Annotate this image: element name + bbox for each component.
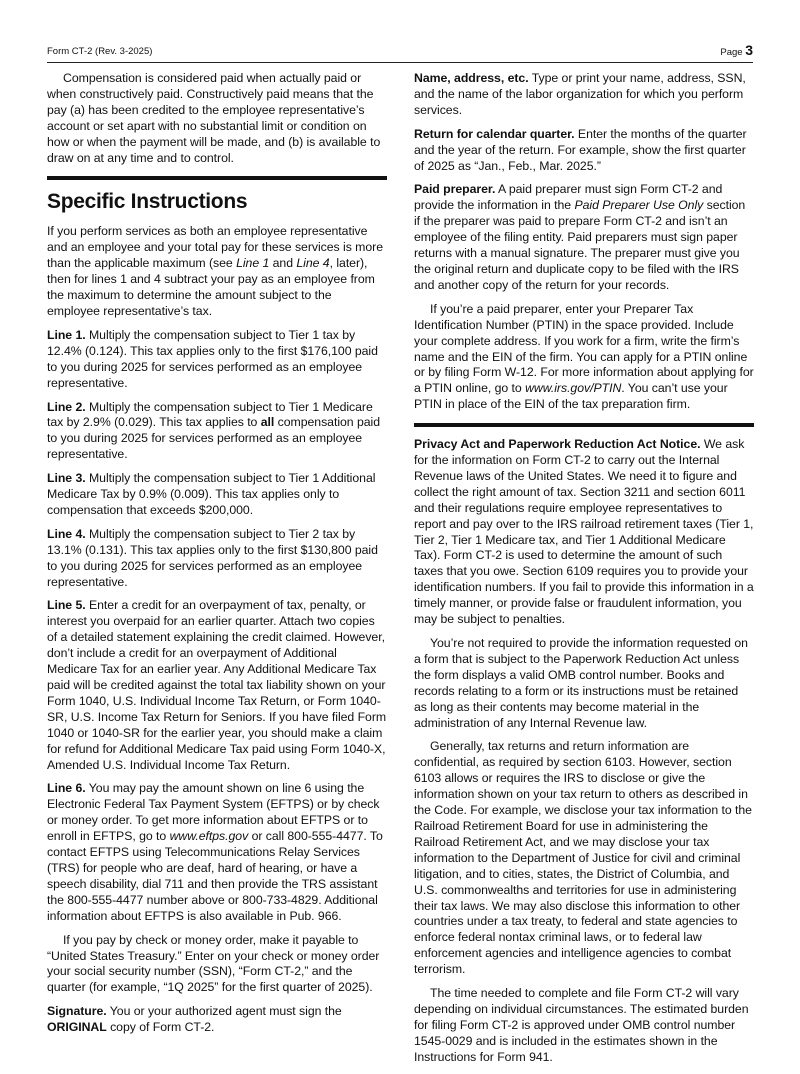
right-column [414, 71, 754, 1074]
section-heading: Specific Instructions [47, 190, 248, 214]
italic-text: www.eftps.gov [169, 829, 249, 844]
text-run: You may pay the amount shown on line 6 using the Electronic Federal Tax Payment System (EFTPS) or by check or money order. To get more information about EFTPS or to enroll in EFTPS, go to [47, 781, 380, 844]
paragraph [47, 328, 387, 392]
page-number [720, 42, 753, 58]
italic-text: Paid Preparer Use Only [574, 198, 704, 213]
text-run: Multiply the compensation subject to Tier 1 Medicare tax by 2.9% (0.029). This tax applies to [47, 399, 373, 430]
text-run: Multiply the compensation subject to Tier 1 Additional Medicare Tax by 0.9% (0.009). This tax applies only to compensation that exceeds $200,000. [47, 471, 376, 517]
text-run: If you’re a paid preparer, enter your Preparer Tax Identification Number (PTIN) in the space provided. Include your complete address. If you work for a firm, write the firm’s name and the EIN of the firm. You can apply for a PTIN online or by filing Form W-12. For more information about applying for a PTIN online, go to [414, 301, 754, 396]
section-divider [47, 176, 387, 180]
paragraph [47, 471, 387, 519]
italic-text: Line 4 [296, 256, 330, 271]
text-run: Multiply the compensation subject to Tier 1 tax by 12.4% (0.124). This tax applies only to the first $176,100 paid to you during 2025 for services performed as an employee representative. [47, 327, 378, 390]
bold-text: Paid preparer. [414, 182, 496, 197]
bold-text: Signature. [47, 1004, 107, 1019]
bold-text: ORIGINAL [47, 1020, 107, 1035]
paragraph [414, 986, 754, 1066]
paragraph [414, 127, 754, 175]
text-run: Multiply the compensation subject to Tier 2 tax by 13.1% (0.131). This tax applies only to the first $130,800 paid to you during 2025 for services performed as an employee representative. [47, 526, 378, 589]
bold-text: Privacy Act and Paperwork Reduction Act Notice. [414, 437, 701, 452]
paragraph [47, 400, 387, 464]
text-run: , later), then for lines 1 and 4 subtract your pay as an employee from the maximum to determine the amount subject to the employee representative’s tax. [47, 256, 375, 318]
text-run: The time needed to complete and file Form CT-2 will vary depending on individual circumstances. The estimated burden for filing Form CT-2 is approved under OMB control number 1545-0029 and is included in the estimates shown in the Instructions for Form 941. [414, 986, 749, 1064]
left-column [47, 71, 387, 1044]
paragraph [47, 781, 387, 924]
italic-text: Line 1 [236, 256, 270, 271]
bold-text: Name, address, etc. [414, 71, 529, 85]
text-run: copy of Form CT-2. [106, 1020, 215, 1035]
text-run: You or your authorized agent must sign the [106, 1004, 342, 1019]
text-run: A paid preparer must sign Form CT-2 and provide the information in the [414, 182, 723, 213]
italic-text: www.irs.gov/PTIN [525, 381, 622, 396]
bold-text: all [260, 415, 275, 430]
text-run: Enter the months of the quarter and the year of the return. For example, show the first quarter of 2025 as “Jan., Feb., Mar. 2025.” [414, 126, 747, 173]
text-run: section if the preparer was paid to prepare Form CT-2 and isn’t an employee of the filing entity. Paid preparers must sign paper returns with a manual signature. The preparer must give you the original return and duplicate copy to be filed with the IRS and another copy of the return for your records. [414, 198, 746, 292]
bold-text: Line 6. [47, 781, 86, 796]
paragraph [47, 933, 387, 997]
text-run: or call 800-555-4477. To contact EFTPS using Telecommunications Relay Services (TRS) for people who are deaf, hard of hearing, or have a speech disability, dial 711 and then provide the TRS assistant the 800-555-4477 number above or 800-733-4829. Additional information about EFTPS is also available in Pub. 966. [47, 829, 383, 923]
bold-text: Return for calendar quarter. [414, 126, 575, 141]
paragraph [47, 598, 387, 773]
text-run: If you pay by check or money order, make it payable to “United States Treasury.” Enter on your check or money order your social security number (SSN), “Form CT-2,” and the quarter (for example, “1Q 2025” for the first quarter of 2025). [47, 932, 380, 995]
paragraph [414, 739, 754, 978]
page-label: Page [720, 47, 746, 58]
text-run: Type or print your name, address, SSN, and the name of the labor organization for which you perform services. [414, 71, 746, 117]
text-run: Enter a credit for an overpayment of tax, penalty, or interest you overpaid for an earlier quarter. Attach two copies of a detailed statement explaining the credit claimed. However, don’t include a credit for an overpayment of Additional Medicare Tax for an earlier year. Any Additional Medicare Tax paid will be credited against the total tax liability shown on your Form 1040, U.S. Individual Income Tax Return, or Form 1040-SR, U.S. Income Tax Return for Seniors. If you have filed Form 1040 or 1040-SR for the earlier year, you should make a claim for refund for Additional Medicare Tax paid using Form 1040-X, Amended U.S. Individual Income Tax Return. [47, 598, 387, 772]
text-run: If you perform services as both an employee representative and an employee and your total pay for these services is more than the applicable maximum (see [47, 224, 383, 271]
paragraph [414, 302, 754, 413]
form-identifier: Form CT-2 (Rev. 3-2025) [47, 46, 153, 57]
paragraph [47, 224, 387, 319]
bold-text: Line 2. [47, 399, 86, 414]
text-run: We ask for the information on Form CT-2 to carry out the Internal Revenue laws of the United States. We need it to figure and collect the right amount of tax. Section 3211 and section 6011 and their regulations require employee representatives to report and pay over to the IRS railroad retirement taxes (Tier 1, Tier 2, Tier 1 Medicare tax, and Tier 1 Additional Medicare Tax). Form CT-2 is used to determine the amount of such taxes that you owe. Section 6109 requires you to provide your identification numbers. If you fail to provide this information in a timely manner, or provide false or fraudulent information, you may be subject to penalties. [414, 437, 754, 627]
text-run: Generally, tax returns and return information are confidential, as required by section 6103. However, section 6103 allows or requires the IRS to disclose or give the information shown on your tax return to others as described in the Code. For example, we disclose your tax information to the Railroad Retirement Board for use in administering the Railroad Retirement Act, and we may disclose your tax information to the Department of Justice for civil and criminal litigation, and to cities, states, the District of Columbia, and U.S. commonwealths and territories for use in administering their tax laws. We may also disclose this information to other countries under a tax treaty, to federal and state agencies to enforce federal nontax criminal laws, or to federal law enforcement agencies and intelligence agencies to combat terrorism. [414, 739, 752, 977]
bold-text: Line 3. [47, 471, 86, 486]
text-run: . You can’t use your PTIN in place of the EIN of the tax preparation firm. [414, 381, 728, 412]
bold-text: Line 5. [47, 598, 86, 613]
page-number-value: 3 [745, 42, 753, 58]
text-run: compensation paid to you during 2025 for services performed as an employee representative. [47, 415, 380, 462]
text-run: and [269, 256, 297, 271]
paragraph [414, 437, 754, 628]
text-run: Compensation is considered paid when actually paid or when constructively paid. Constructively paid means that the pay (a) has been credited to the employee representative’s account or set apart with no substantial limit or condition on how or when the payment will be made, and (b) is available to draw on at any time and to control. [47, 71, 381, 165]
section-divider [414, 423, 754, 427]
paragraph [47, 1004, 387, 1036]
text-run: You’re not required to provide the information requested on a form that is subject to the Paperwork Reduction Act unless the form displays a valid OMB control number. Books and records relating to a form or its instructions must be retained as long as their contents may become material in the administration of any Internal Revenue law. [414, 636, 748, 730]
paragraph [414, 71, 754, 119]
paragraph [414, 636, 754, 731]
paragraph [414, 182, 754, 293]
page-header [47, 34, 753, 63]
bold-text: Line 4. [47, 526, 86, 541]
bold-text: Line 1. [47, 327, 86, 342]
paragraph [47, 527, 387, 591]
paragraph [47, 71, 387, 166]
